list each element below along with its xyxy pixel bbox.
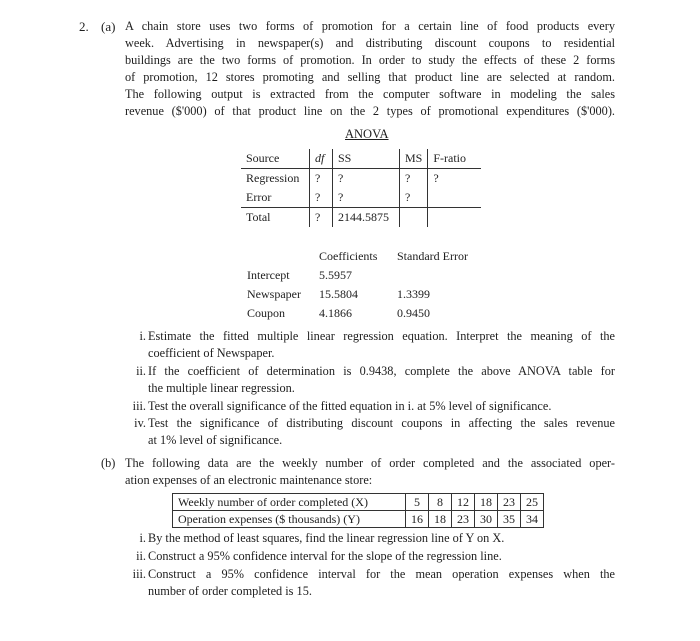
- anova-cell: ?: [310, 208, 333, 228]
- item-label: iv.: [134, 416, 146, 430]
- anova-cell: ?: [333, 169, 400, 189]
- coef-cell: 5.5957: [319, 268, 352, 282]
- anova-table: [241, 149, 481, 227]
- anova-cell: ?: [400, 188, 428, 208]
- anova-cell: Total: [241, 208, 310, 228]
- coef-header: [242, 247, 314, 266]
- anova-cell: [428, 188, 482, 208]
- item-line: Construct a 95% confidence interval for the slope of the regression line.: [148, 549, 502, 563]
- anova-cell: ?: [310, 169, 333, 189]
- anova-cell: ?: [333, 188, 400, 208]
- item-label: iii.: [132, 567, 146, 581]
- anova-title: ANOVA: [345, 127, 389, 141]
- data-cell: 23: [452, 511, 475, 528]
- anova-cell: Regression: [241, 169, 310, 189]
- item-label: iii.: [132, 399, 146, 413]
- anova-cell: 2144.5875: [333, 208, 400, 228]
- coef-cell: 15.5804: [319, 287, 358, 301]
- coef-row: [242, 266, 473, 285]
- data-cell: 8: [429, 494, 452, 511]
- part-a-line: buildings are the two forms of promotion. In order to study the effects of these 2 forms: [125, 53, 615, 67]
- item-label: ii.: [136, 364, 146, 378]
- anova-cell: Error: [241, 188, 310, 208]
- part-b-line: ation expenses of an electronic maintenance store:: [125, 473, 373, 487]
- coef-cell: Intercept: [247, 268, 290, 282]
- coef-cell: 4.1866: [319, 306, 352, 320]
- item-line: number of order completed is 15.: [148, 584, 312, 598]
- data-row-label: Weekly number of order completed (X): [173, 494, 406, 511]
- anova-header-source: Source: [241, 149, 310, 169]
- item-line: If the coefficient of determination is 0.9438, complete the above ANOVA table for: [148, 364, 615, 378]
- coef-header: Standard Error: [397, 249, 468, 263]
- item-label: ii.: [136, 549, 146, 563]
- data-cell: 16: [406, 511, 429, 528]
- coef-cell: Coupon: [247, 306, 286, 320]
- anova-row: [241, 169, 481, 189]
- part-a-label: (a): [101, 19, 116, 34]
- part-a-line: week. Advertising in newspaper(s) and distributing discount coupons to residential: [125, 36, 615, 50]
- data-cell: 30: [475, 511, 498, 528]
- item-line: Test the significance of distributing discount coupons in affecting the sales revenue: [148, 416, 615, 430]
- part-a-line: A chain store uses two forms of promotion for a certain line of food products every: [125, 19, 615, 33]
- coef-header-row: [242, 247, 473, 266]
- coef-cell: 0.9450: [397, 306, 430, 320]
- data-cell: 25: [521, 494, 544, 511]
- data-cell: 12: [452, 494, 475, 511]
- data-row-y: [173, 511, 544, 528]
- data-row-x: [173, 494, 544, 511]
- anova-cell: [400, 208, 428, 228]
- coef-header: Coefficients: [319, 249, 378, 263]
- item-line: the multiple linear regression.: [148, 381, 295, 395]
- item-label: i.: [139, 329, 146, 343]
- anova-header-ss: SS: [333, 149, 400, 169]
- part-b-line: The following data are the weekly number of order completed and the associated oper-: [125, 456, 615, 470]
- part-b-label: (b): [101, 456, 116, 470]
- data-cell: 5: [406, 494, 429, 511]
- part-a-line: revenue ($'000) of that product line on the 2 types of promotional expenditures ($'000).: [125, 104, 615, 118]
- anova-cell: ?: [400, 169, 428, 189]
- coefficients-table: [242, 247, 473, 323]
- coef-cell: Newspaper: [247, 287, 301, 301]
- anova-cell: [428, 208, 482, 228]
- data-cell: 18: [475, 494, 498, 511]
- data-row-label: Operation expenses ($ thousands) (Y): [173, 511, 406, 528]
- item-line: coefficient of Newspaper.: [148, 346, 275, 360]
- coef-row: [242, 285, 473, 304]
- coef-cell: [392, 266, 473, 285]
- anova-cell: ?: [310, 188, 333, 208]
- data-cell: 35: [498, 511, 521, 528]
- part-a-line: The following output is extracted from the computer software in modeling the sales: [125, 87, 615, 101]
- item-line: Estimate the fitted multiple linear regression equation. Interpret the meaning of the: [148, 329, 615, 343]
- data-cell: 23: [498, 494, 521, 511]
- item-label: i.: [139, 531, 146, 545]
- item-line: at 1% level of significance.: [148, 433, 283, 447]
- item-line: Construct a 95% confidence interval for the mean operation expenses when the: [148, 567, 615, 581]
- anova-header-row: [241, 149, 481, 169]
- item-line: By the method of least squares, find the linear regression line of Y on X.: [148, 531, 505, 545]
- data-cell: 18: [429, 511, 452, 528]
- coef-cell: 1.3399: [397, 287, 430, 301]
- anova-row: [241, 188, 481, 208]
- anova-cell: ?: [433, 171, 439, 185]
- anova-header-fratio: F-ratio: [428, 149, 482, 169]
- data-table: [172, 493, 544, 528]
- item-line: Test the overall significance of the fitted equation in i. at 5% level of significance.: [148, 399, 552, 413]
- question-number: 2.: [79, 19, 89, 34]
- coef-row: [242, 304, 473, 323]
- data-cell: 34: [521, 511, 544, 528]
- anova-header-ms: MS: [400, 149, 428, 169]
- anova-header-df: df: [310, 149, 333, 169]
- part-a-line: of promotion, 12 stores promoting and selling that product line are selected at random.: [125, 70, 615, 84]
- anova-row: [241, 208, 481, 228]
